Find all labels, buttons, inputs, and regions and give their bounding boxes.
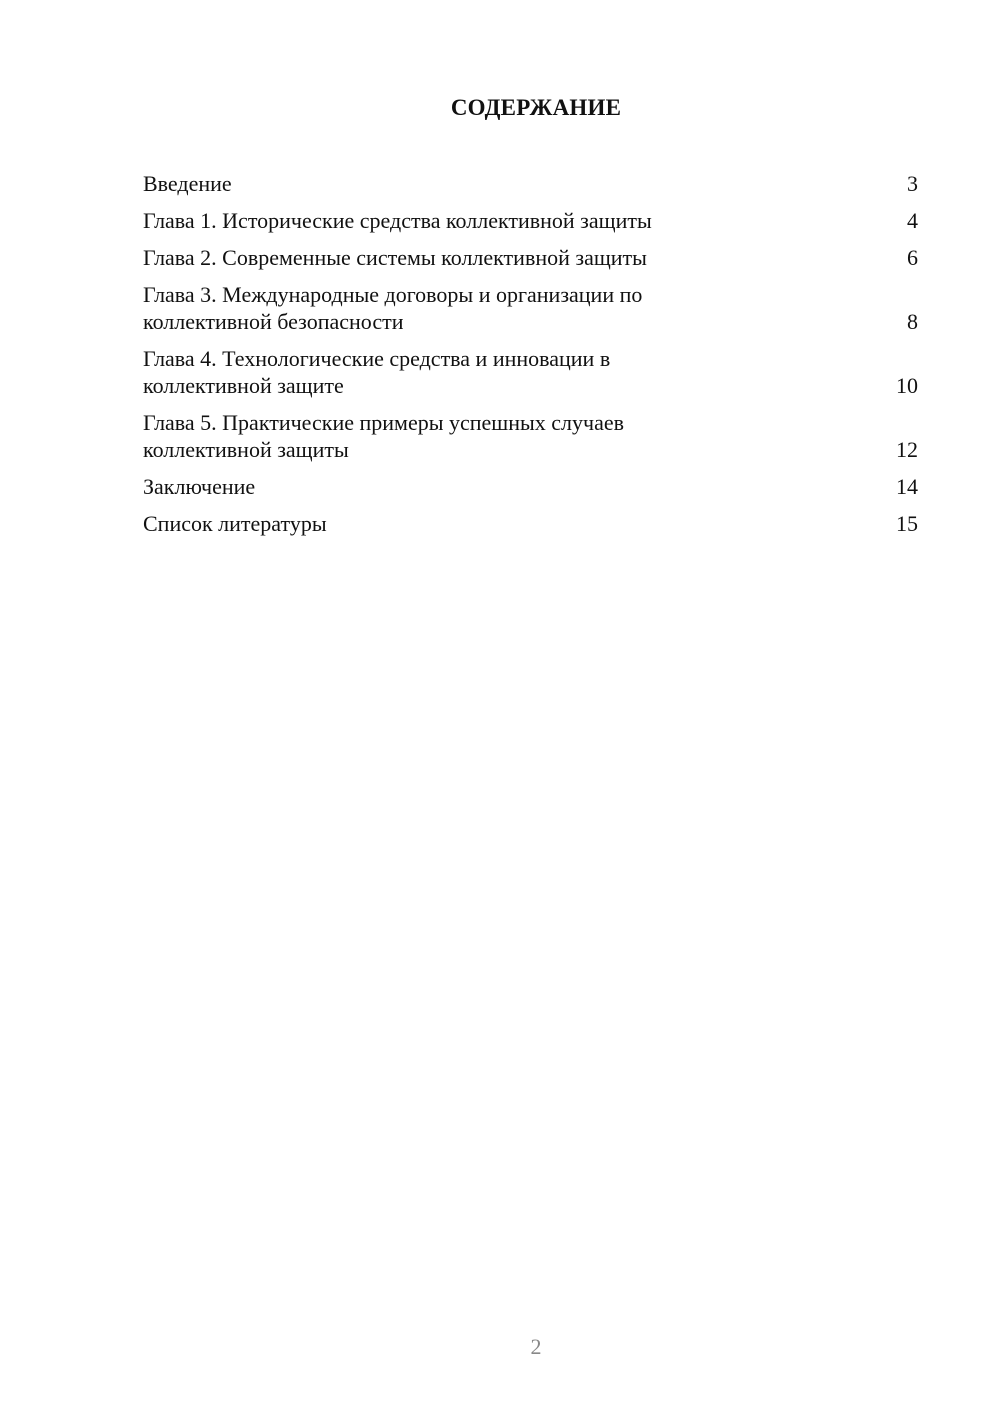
- toc-entry-page: 15: [896, 511, 918, 536]
- toc-entry-text: Глава 1. Исторические средства коллективной защиты: [143, 208, 652, 233]
- toc-entry-text: Введение: [143, 171, 232, 196]
- toc-entry-text: Список литературы: [143, 511, 327, 536]
- toc-entry-page: 14: [896, 474, 918, 499]
- toc-entry-chapter-3: [143, 281, 918, 335]
- toc-entry-page: 4: [907, 208, 918, 233]
- page-number: 2: [530, 1334, 542, 1359]
- toc-entry-references: [143, 510, 918, 537]
- toc-entry-page: 3: [907, 171, 918, 196]
- toc-entry-chapter-1: [143, 207, 918, 234]
- toc-entry-chapter-5: [143, 409, 918, 463]
- toc-entry-text: Глава 2. Современные системы коллективной защиты: [143, 245, 647, 270]
- table-of-contents: [143, 170, 918, 547]
- toc-entry-introduction: [143, 170, 918, 197]
- toc-entry-text: Заключение: [143, 474, 256, 499]
- toc-entry-page: 12: [896, 437, 918, 462]
- toc-entry-page: 10: [896, 373, 918, 398]
- toc-entry-conclusion: [143, 473, 918, 500]
- toc-entry-chapter-2: [143, 244, 918, 271]
- toc-entry-page: 6: [907, 245, 918, 270]
- toc-entry-text: Глава 3. Международные договоры и организации по коллективной безопасности: [143, 282, 643, 334]
- toc-entry-chapter-4: [143, 345, 918, 399]
- toc-entry-text: Глава 4. Технологические средства и инновации в коллективной защите: [143, 346, 611, 398]
- toc-entry-text: Глава 5. Практические примеры успешных случаев коллективной защиты: [143, 410, 625, 462]
- toc-entry-page: 8: [907, 309, 918, 334]
- toc-title: СОДЕРЖАНИЕ: [450, 95, 622, 120]
